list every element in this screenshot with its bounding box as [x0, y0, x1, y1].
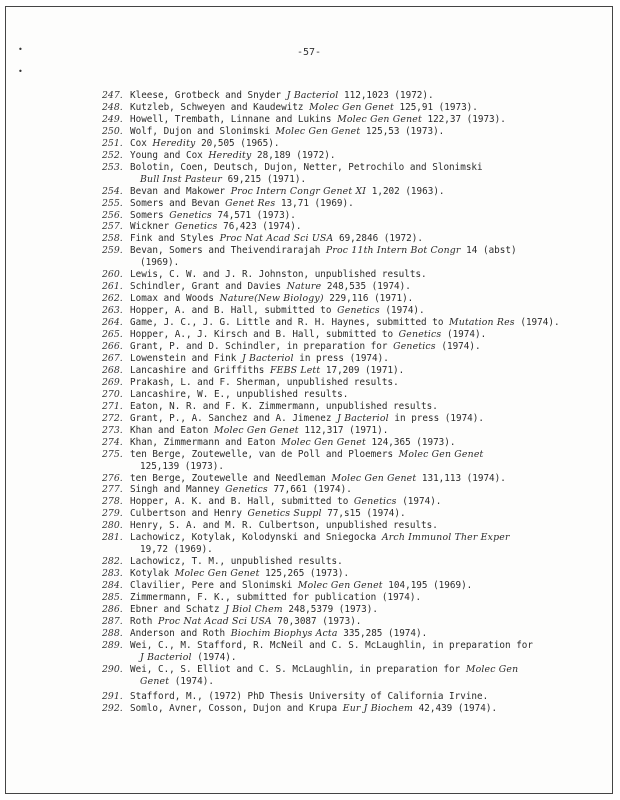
- reference-entry: [102, 568, 602, 580]
- journal-title: Mutation Res: [449, 317, 515, 329]
- reference-number: 290.: [102, 663, 123, 675]
- reference-line: [130, 652, 602, 664]
- reference-number: 263.: [102, 305, 123, 317]
- reference-text: 335,285 (1974).: [337, 627, 428, 639]
- reference-number: 255.: [102, 197, 123, 209]
- reference-text: Young and Cox: [130, 149, 209, 161]
- reference-line: [130, 640, 602, 652]
- reference-number: 287.: [102, 615, 123, 627]
- reference-text: 17,209 (1971).: [320, 364, 405, 376]
- journal-title: Molec Gen Genet: [297, 580, 383, 592]
- reference-text: Lancashire, W. E., unpublished results.: [130, 388, 349, 400]
- reference-text: 28,189 (1972).: [251, 149, 336, 161]
- reference-number: 278.: [102, 496, 123, 508]
- reference-text: Howell, Trembath, Linnane and Lukins: [130, 113, 338, 125]
- reference-text: 19,72 (1969).: [140, 544, 213, 556]
- reference-entry: [102, 90, 602, 102]
- reference-text: Cox: [130, 137, 153, 149]
- reference-text: Lachowicz, T. M., unpublished results.: [130, 556, 343, 568]
- journal-title: Nature: [286, 281, 322, 293]
- reference-line: [130, 616, 602, 628]
- reference-line: [130, 496, 602, 508]
- reference-entry: [102, 592, 602, 604]
- journal-title: Heredity: [152, 137, 196, 149]
- reference-text: Hopper, A. K. and B. Hall, submitted to: [130, 496, 354, 508]
- reference-entry: [102, 353, 602, 365]
- reference-line: [130, 703, 602, 715]
- reference-number: 262.: [102, 293, 123, 305]
- reference-line: [130, 90, 602, 102]
- reference-number: 260.: [102, 269, 123, 281]
- reference-number: 247.: [102, 90, 123, 101]
- reference-text: Henry, S. A. and M. R. Culbertson, unpublished results.: [130, 520, 438, 532]
- reference-entry: [102, 269, 602, 281]
- reference-text: Roth: [130, 615, 158, 627]
- journal-title: Genetics: [169, 209, 212, 221]
- reference-text: Lomax and Woods: [130, 293, 220, 305]
- journal-title: Proc Intern Congr Genet XI: [230, 185, 367, 197]
- reference-line: [130, 257, 602, 269]
- reference-line: [130, 365, 602, 377]
- reference-number: 274.: [102, 436, 123, 448]
- reference-number: 249.: [102, 113, 123, 125]
- reference-line: [130, 233, 602, 245]
- reference-number: 282.: [102, 556, 123, 568]
- reference-entry: [102, 413, 602, 425]
- reference-text: 131,113 (1974).: [416, 472, 506, 484]
- reference-text: (1974).: [435, 341, 481, 353]
- reference-line: [130, 221, 602, 233]
- reference-text: (1974).: [514, 317, 560, 329]
- reference-text: Kotylak: [130, 568, 175, 580]
- reference-text: (1969).: [140, 257, 180, 269]
- reference-number: 275.: [102, 448, 123, 460]
- journal-title: Proc Nat Acad Sci USA: [158, 615, 272, 627]
- reference-text: 77,661 (1974).: [267, 484, 352, 496]
- reference-line: [130, 556, 602, 568]
- reference-text: (1974).: [379, 305, 425, 317]
- page-number: -57-: [296, 47, 322, 58]
- reference-text: Somers: [130, 209, 170, 221]
- reference-text: Lowenstein and Fink: [130, 352, 242, 364]
- reference-entry: [102, 401, 602, 413]
- journal-title: Genetics: [337, 305, 380, 317]
- reference-text: (1974).: [191, 651, 237, 663]
- reference-entry: [102, 437, 602, 449]
- journal-title: Proc 11th Intern Bot Congr: [325, 245, 461, 257]
- reference-entry: [102, 210, 602, 222]
- journal-title: Molec Gen Genet: [337, 113, 422, 125]
- reference-text: (1974).: [396, 496, 442, 508]
- reference-entry: [102, 377, 602, 389]
- reference-text: Khan, Zimmermann and Eaton: [130, 436, 282, 448]
- reference-text: (1974).: [441, 329, 487, 341]
- reference-text: Culbertson and Henry: [130, 508, 248, 520]
- reference-line: [130, 293, 602, 305]
- reference-text: in press (1974).: [388, 412, 484, 424]
- reference-number: 257.: [102, 221, 123, 233]
- reference-line: [130, 664, 602, 676]
- reference-text: 125,53 (1973).: [360, 125, 445, 137]
- journal-title: Molec Gen Genet: [331, 472, 417, 484]
- reference-text: 124,365 (1973).: [365, 436, 456, 448]
- reference-entry: [102, 703, 602, 715]
- reference-text: Prakash, L. and F. Sherman, unpublished results.: [130, 376, 399, 388]
- reference-text: Somers and Bevan: [130, 197, 226, 209]
- reference-text: ten Berge, Zoutewelle and Needleman: [130, 472, 332, 484]
- reference-text: Bevan and Makower: [130, 185, 231, 197]
- reference-text: 104,195 (1969).: [382, 580, 473, 592]
- journal-title: Molec Gen Genet: [398, 448, 484, 460]
- reference-entry: [102, 508, 602, 520]
- reference-text: Wei, C., M. Stafford, R. McNeil and C. S. McLaughlin, in preparation for: [130, 639, 533, 651]
- reference-number: 259.: [102, 245, 123, 257]
- reference-text: 122,37 (1973).: [421, 113, 506, 125]
- reference-entry: [102, 604, 602, 616]
- reference-number: 254.: [102, 185, 123, 197]
- reference-text: Grant, P. and D. Schindler, in preparation for: [130, 341, 394, 353]
- reference-text: Hopper, A., J. Kirsch and B. Hall, submitted to: [130, 329, 399, 341]
- reference-line: [130, 580, 602, 592]
- reference-line: [130, 210, 602, 222]
- reference-line: [130, 568, 602, 580]
- reference-text: 69,215 (1971).: [222, 173, 307, 185]
- reference-text: 125,91 (1973).: [393, 101, 478, 113]
- reference-number: 281.: [102, 532, 123, 544]
- reference-entry: [102, 580, 602, 592]
- reference-text: 42,439 (1974).: [413, 702, 498, 714]
- reference-line: [130, 691, 602, 703]
- reference-line: [130, 269, 602, 281]
- reference-line: [130, 341, 602, 353]
- reference-entry: [102, 365, 602, 377]
- reference-text: 112,1023 (1972).: [338, 90, 434, 101]
- reference-entry: [102, 532, 602, 556]
- reference-entry: [102, 233, 602, 245]
- reference-entry: [102, 138, 602, 150]
- journal-title: Genetics: [353, 496, 397, 508]
- reference-text: Schindler, Grant and Davies: [130, 281, 287, 293]
- reference-entry: [102, 616, 602, 628]
- reference-text: Wolf, Dujon and Slonimski: [130, 125, 276, 137]
- reference-text: 1,202 (1963).: [366, 185, 445, 197]
- journal-title: Molec Gen: [465, 663, 519, 675]
- reference-line: [130, 102, 602, 114]
- reference-line: [130, 377, 602, 389]
- journal-title: Genetics: [174, 221, 218, 233]
- reference-line: [130, 484, 602, 496]
- reference-line: [130, 245, 602, 257]
- reference-text: Bolotin, Coen, Deutsch, Dujon, Netter, Petrochilo and Slonimski: [130, 161, 483, 173]
- reference-entry: [102, 664, 602, 688]
- journal-title: Nature(New Biology): [219, 293, 324, 305]
- journal-title: Molec Gen Genet: [275, 125, 361, 137]
- reference-text: Stafford, M., (1972) PhD Thesis University of California Irvine.: [130, 690, 489, 702]
- reference-text: 248,535 (1974).: [321, 281, 411, 293]
- reference-line: [130, 532, 602, 544]
- reference-number: 253.: [102, 161, 123, 173]
- reference-text: Eaton, N. R. and F. K. Zimmermann, unpublished results.: [130, 400, 438, 412]
- reference-text: Wickner: [130, 221, 175, 233]
- reference-number: 292.: [102, 702, 123, 714]
- reference-entry: [102, 329, 602, 341]
- reference-list: [102, 90, 602, 715]
- journal-title: J Biol Chem: [225, 603, 283, 615]
- reference-text: 248,5379 (1973).: [282, 603, 378, 615]
- reference-number: 283.: [102, 568, 123, 580]
- reference-text: Lewis, C. W. and J. R. Johnston, unpublished results.: [130, 269, 427, 281]
- journal-title: Eur J Biochem: [342, 702, 414, 714]
- reference-entry: [102, 305, 602, 317]
- reference-entry: [102, 281, 602, 293]
- journal-title: Biochim Biophys Acta: [230, 627, 338, 639]
- journal-title: Heredity: [208, 149, 252, 161]
- reference-text: 125,139 (1973).: [140, 460, 224, 472]
- reference-line: [130, 449, 602, 461]
- reference-entry: [102, 317, 602, 329]
- reference-line: [130, 461, 602, 473]
- reference-text: 125,265 (1973).: [259, 568, 350, 580]
- reference-entry: [102, 496, 602, 508]
- reference-line: [130, 401, 602, 413]
- reference-line: [130, 198, 602, 210]
- margin-mark: •: [18, 67, 23, 76]
- reference-line: [130, 437, 602, 449]
- reference-text: 13,71 (1969).: [275, 197, 354, 209]
- reference-line: [130, 329, 602, 341]
- reference-line: [130, 508, 602, 520]
- reference-number: 265.: [102, 329, 123, 341]
- reference-number: 264.: [102, 317, 123, 329]
- reference-text: Fink and Styles: [130, 233, 220, 245]
- reference-text: Lancashire and Griffiths: [130, 364, 270, 376]
- journal-title: Genet Res: [225, 197, 276, 209]
- reference-text: ten Berge, Zoutewelle, van de Poll and Ploemers: [130, 448, 399, 460]
- reference-entry: [102, 198, 602, 210]
- reference-number: 273.: [102, 424, 123, 436]
- reference-line: [130, 389, 602, 401]
- reference-text: Clavilier, Pere and Slonimski: [130, 580, 298, 592]
- reference-line: [130, 473, 602, 485]
- reference-text: Somlo, Avner, Cosson, Dujon and Krupa: [130, 702, 343, 714]
- reference-line: [130, 138, 602, 150]
- reference-text: Wei, C., S. Elliot and C. S. McLaughlin, in preparation for: [130, 663, 466, 675]
- reference-line: [130, 520, 602, 532]
- reference-text: Grant, P., A. Sanchez and A. Jimenez: [130, 412, 338, 424]
- margin-mark: •: [18, 45, 23, 54]
- reference-line: [130, 544, 602, 556]
- reference-text: 112,317 (1971).: [298, 424, 389, 436]
- reference-number: 268.: [102, 364, 123, 376]
- reference-line: [130, 186, 602, 198]
- reference-entry: [102, 520, 602, 532]
- reference-line: [130, 592, 602, 604]
- journal-title: FEBS Lett: [269, 364, 321, 376]
- reference-line: [130, 114, 602, 126]
- journal-title: Molec Gen Genet: [309, 101, 394, 113]
- reference-text: 14 (abst): [460, 245, 517, 257]
- reference-number: 267.: [102, 352, 123, 364]
- reference-entry: [102, 245, 602, 269]
- reference-text: Ebner and Schatz: [130, 603, 226, 615]
- reference-number: 288.: [102, 627, 123, 639]
- reference-line: [130, 604, 602, 616]
- journal-title: Genetics: [225, 484, 268, 496]
- reference-text: Singh and Manney: [130, 484, 226, 496]
- reference-entry: [102, 162, 602, 186]
- reference-line: [130, 150, 602, 162]
- reference-number: 258.: [102, 233, 123, 245]
- journal-title: J Bacteriol: [337, 412, 389, 424]
- reference-entry: [102, 126, 602, 138]
- journal-title: Molec Gen Genet: [174, 568, 260, 580]
- journal-title: Molec Gen Genet: [281, 436, 366, 448]
- reference-text: Anderson and Roth: [130, 627, 231, 639]
- reference-entry: [102, 628, 602, 640]
- reference-number: 248.: [102, 101, 123, 113]
- reference-text: 74,571 (1973).: [211, 209, 296, 221]
- reference-number: 289.: [102, 639, 123, 651]
- reference-text: 77,s15 (1974).: [321, 508, 406, 520]
- reference-text: Kutzleb, Schweyen and Kaudewitz: [130, 101, 310, 113]
- journal-title: J Bacteriol: [241, 352, 294, 364]
- reference-number: 252.: [102, 149, 123, 161]
- reference-number: 266.: [102, 341, 123, 353]
- reference-line: [130, 305, 602, 317]
- journal-title: Genetics Suppl: [247, 508, 322, 520]
- reference-entry: [102, 449, 602, 473]
- reference-text: in press (1974).: [293, 352, 389, 364]
- reference-entry: [102, 150, 602, 162]
- reference-text: Lachowicz, Kotylak, Kolodynski and Sniegocka: [130, 532, 382, 544]
- reference-text: Hopper, A. and B. Hall, submitted to: [130, 305, 338, 317]
- reference-number: 250.: [102, 125, 123, 137]
- reference-text: Bevan, Somers and Theivendirarajah: [130, 245, 326, 257]
- reference-entry: [102, 425, 602, 437]
- reference-line: [130, 126, 602, 138]
- reference-text: Kleese, Grotbeck and Snyder: [130, 90, 287, 101]
- reference-entry: [102, 389, 602, 401]
- reference-text: Game, J. C., J. G. Little and R. H. Haynes, submitted to: [130, 317, 450, 329]
- reference-entry: [102, 221, 602, 233]
- reference-line: [130, 425, 602, 437]
- reference-entry: [102, 102, 602, 114]
- reference-entry: [102, 473, 602, 485]
- reference-line: [130, 628, 602, 640]
- reference-entry: [102, 484, 602, 496]
- reference-line: [130, 413, 602, 425]
- reference-entry: [102, 556, 602, 568]
- reference-entry: [102, 341, 602, 353]
- reference-number: 272.: [102, 412, 123, 424]
- reference-entry: [102, 640, 602, 664]
- reference-text: 70,3087 (1973).: [271, 615, 362, 627]
- reference-entry: [102, 114, 602, 126]
- reference-entry: [102, 691, 602, 703]
- reference-line: [130, 353, 602, 365]
- reference-number: 279.: [102, 508, 123, 520]
- reference-text: 69,2846 (1972).: [333, 233, 423, 245]
- reference-number: 280.: [102, 520, 123, 532]
- journal-title: Arch Immunol Ther Exper: [381, 532, 510, 544]
- reference-line: [130, 281, 602, 293]
- reference-line: [130, 174, 602, 186]
- reference-number: 271.: [102, 400, 123, 412]
- reference-number: 276.: [102, 472, 123, 484]
- reference-line: [130, 317, 602, 329]
- journal-title: Genetics: [393, 341, 436, 353]
- reference-number: 256.: [102, 209, 123, 221]
- reference-line: [130, 676, 602, 688]
- reference-number: 291.: [102, 690, 123, 702]
- reference-number: 285.: [102, 592, 123, 604]
- reference-entry: [102, 186, 602, 198]
- reference-text: 20,505 (1965).: [195, 137, 280, 149]
- journal-title: J Bacteriol: [140, 651, 192, 663]
- reference-text: 229,116 (1971).: [323, 293, 414, 305]
- journal-title: Molec Gen Genet: [213, 424, 299, 436]
- reference-number: 251.: [102, 137, 123, 149]
- journal-title: Bull Inst Pasteur: [140, 173, 223, 185]
- reference-entry: [102, 293, 602, 305]
- reference-text: Khan and Eaton: [130, 424, 214, 436]
- reference-number: 277.: [102, 484, 123, 496]
- journal-title: J Bacteriol: [286, 90, 339, 101]
- reference-line: [130, 162, 602, 174]
- document-page: [5, 6, 613, 794]
- reference-text: (1974).: [169, 675, 214, 687]
- journal-title: Genet: [140, 675, 170, 687]
- reference-number: 284.: [102, 580, 123, 592]
- reference-number: 270.: [102, 388, 123, 400]
- journal-title: Genetics: [398, 329, 442, 341]
- reference-number: 286.: [102, 603, 123, 615]
- reference-text: Zimmermann, F. K., submitted for publication (1974).: [130, 592, 422, 604]
- journal-title: Proc Nat Acad Sci USA: [219, 233, 334, 245]
- reference-text: 76,423 (1974).: [217, 221, 302, 233]
- reference-number: 261.: [102, 281, 123, 293]
- reference-number: 269.: [102, 376, 123, 388]
